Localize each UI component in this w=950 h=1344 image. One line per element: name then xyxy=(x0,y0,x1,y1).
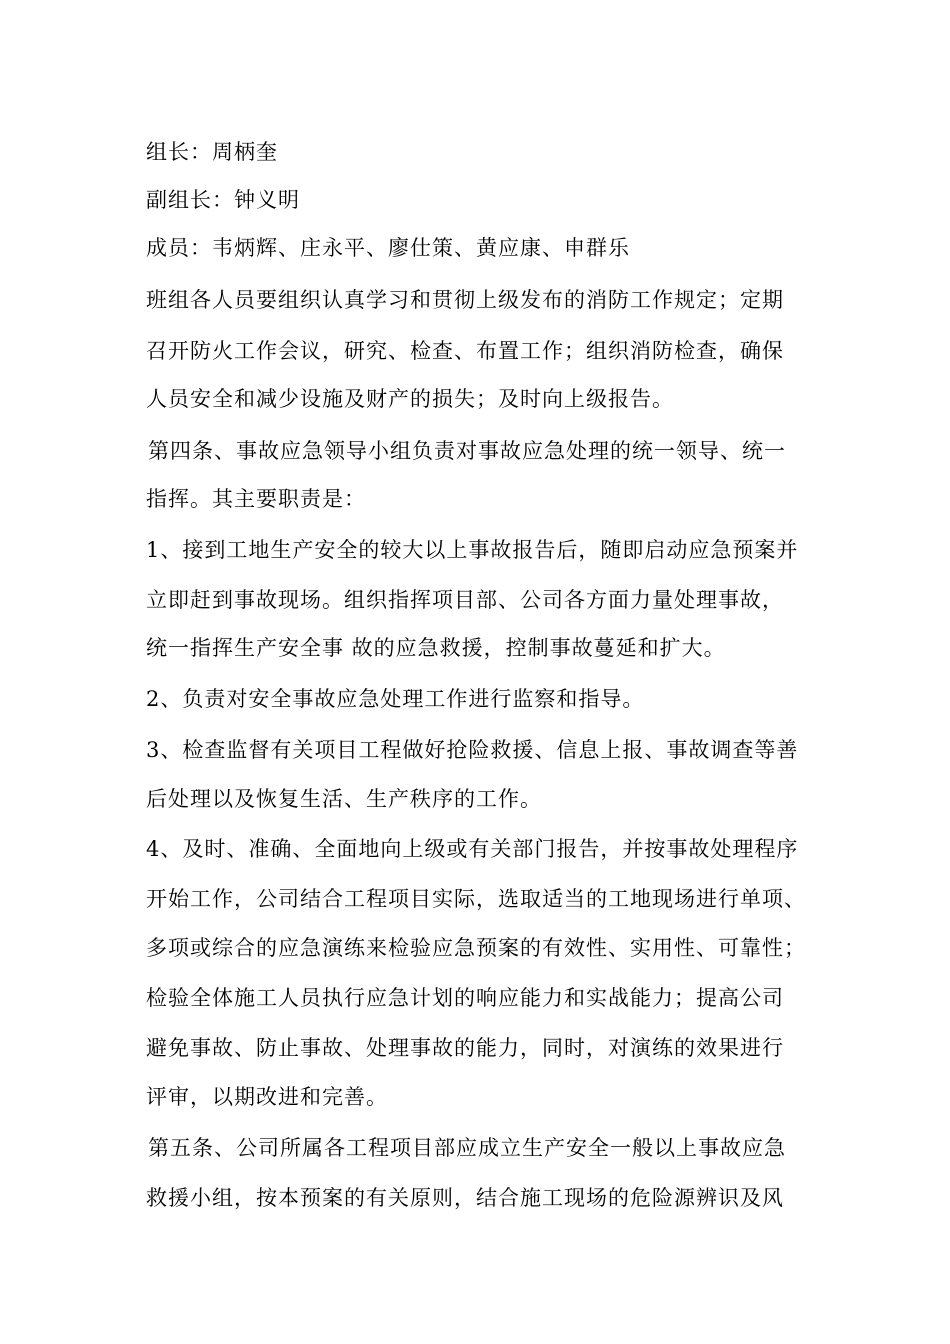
list-item-4-line: 4、及时、准确、全面地向上级或有关部门报告，并按事故处理程序 xyxy=(146,837,799,861)
leader-line: 组长：周柄奎 xyxy=(146,140,278,164)
list-item-4-line: 开始工作，公司结合工程项目实际，选取适当的工地现场进行单项、 xyxy=(146,887,806,911)
list-item-4-line: 检验全体施工人员执行应急计划的响应能力和实战能力；提高公司 xyxy=(146,986,784,1010)
deputy-leader-line: 副组长：钟义明 xyxy=(146,188,300,212)
list-item-2-line: 2、负责对安全事故应急处理工作进行监察和指导。 xyxy=(146,687,645,711)
paragraph-line: 人员安全和减少设施及财产的损失；及时向上级报告。 xyxy=(146,387,674,411)
article-5-heading-line: 第五条、公司所属各工程项目部应成立生产安全一般以上事故应急 xyxy=(148,1136,786,1160)
list-item-3-line: 3、检查监督有关项目工程做好抢险救援、信息上报、事故调查等善 xyxy=(146,738,799,762)
list-item-1-line: 统一指挥生产安全事 故的应急救援，控制事故蔓延和扩大。 xyxy=(146,636,726,660)
list-item-3-line: 后处理以及恢复生活、生产秩序的工作。 xyxy=(146,787,542,811)
article-4-heading-line: 第四条、事故应急领导小组负责对事故应急处理的统一领导、统一 xyxy=(148,439,786,463)
list-item-4-line: 多项或综合的应急演练来检验应急预案的有效性、实用性、可靠性； xyxy=(146,936,806,960)
members-line: 成员：韦炳辉、庄永平、廖仕策、黄应康、申群乐 xyxy=(146,236,630,260)
paragraph-line: 召开防火工作会议，研究、检查、布置工作；组织消防检查，确保 xyxy=(146,339,784,363)
list-item-4-line: 避免事故、防止事故、处理事故的能力，同时，对演练的效果进行 xyxy=(146,1036,784,1060)
list-item-4-line: 评审，以期改进和完善。 xyxy=(146,1085,388,1109)
list-item-1-line: 立即赶到事故现场。组织指挥项目部、公司各方面力量处理事故， xyxy=(146,588,784,612)
paragraph-line: 指挥。其主要职责是： xyxy=(146,487,366,511)
list-item-1-line: 1、接到工地生产安全的较大以上事故报告后，随即启动应急预案并 xyxy=(146,538,799,562)
paragraph-line: 班组各人员要组织认真学习和贯彻上级发布的消防工作规定；定期 xyxy=(146,288,784,312)
paragraph-line: 救援小组，按本预案的有关原则，结合施工现场的危险源辨识及风 xyxy=(146,1186,784,1210)
